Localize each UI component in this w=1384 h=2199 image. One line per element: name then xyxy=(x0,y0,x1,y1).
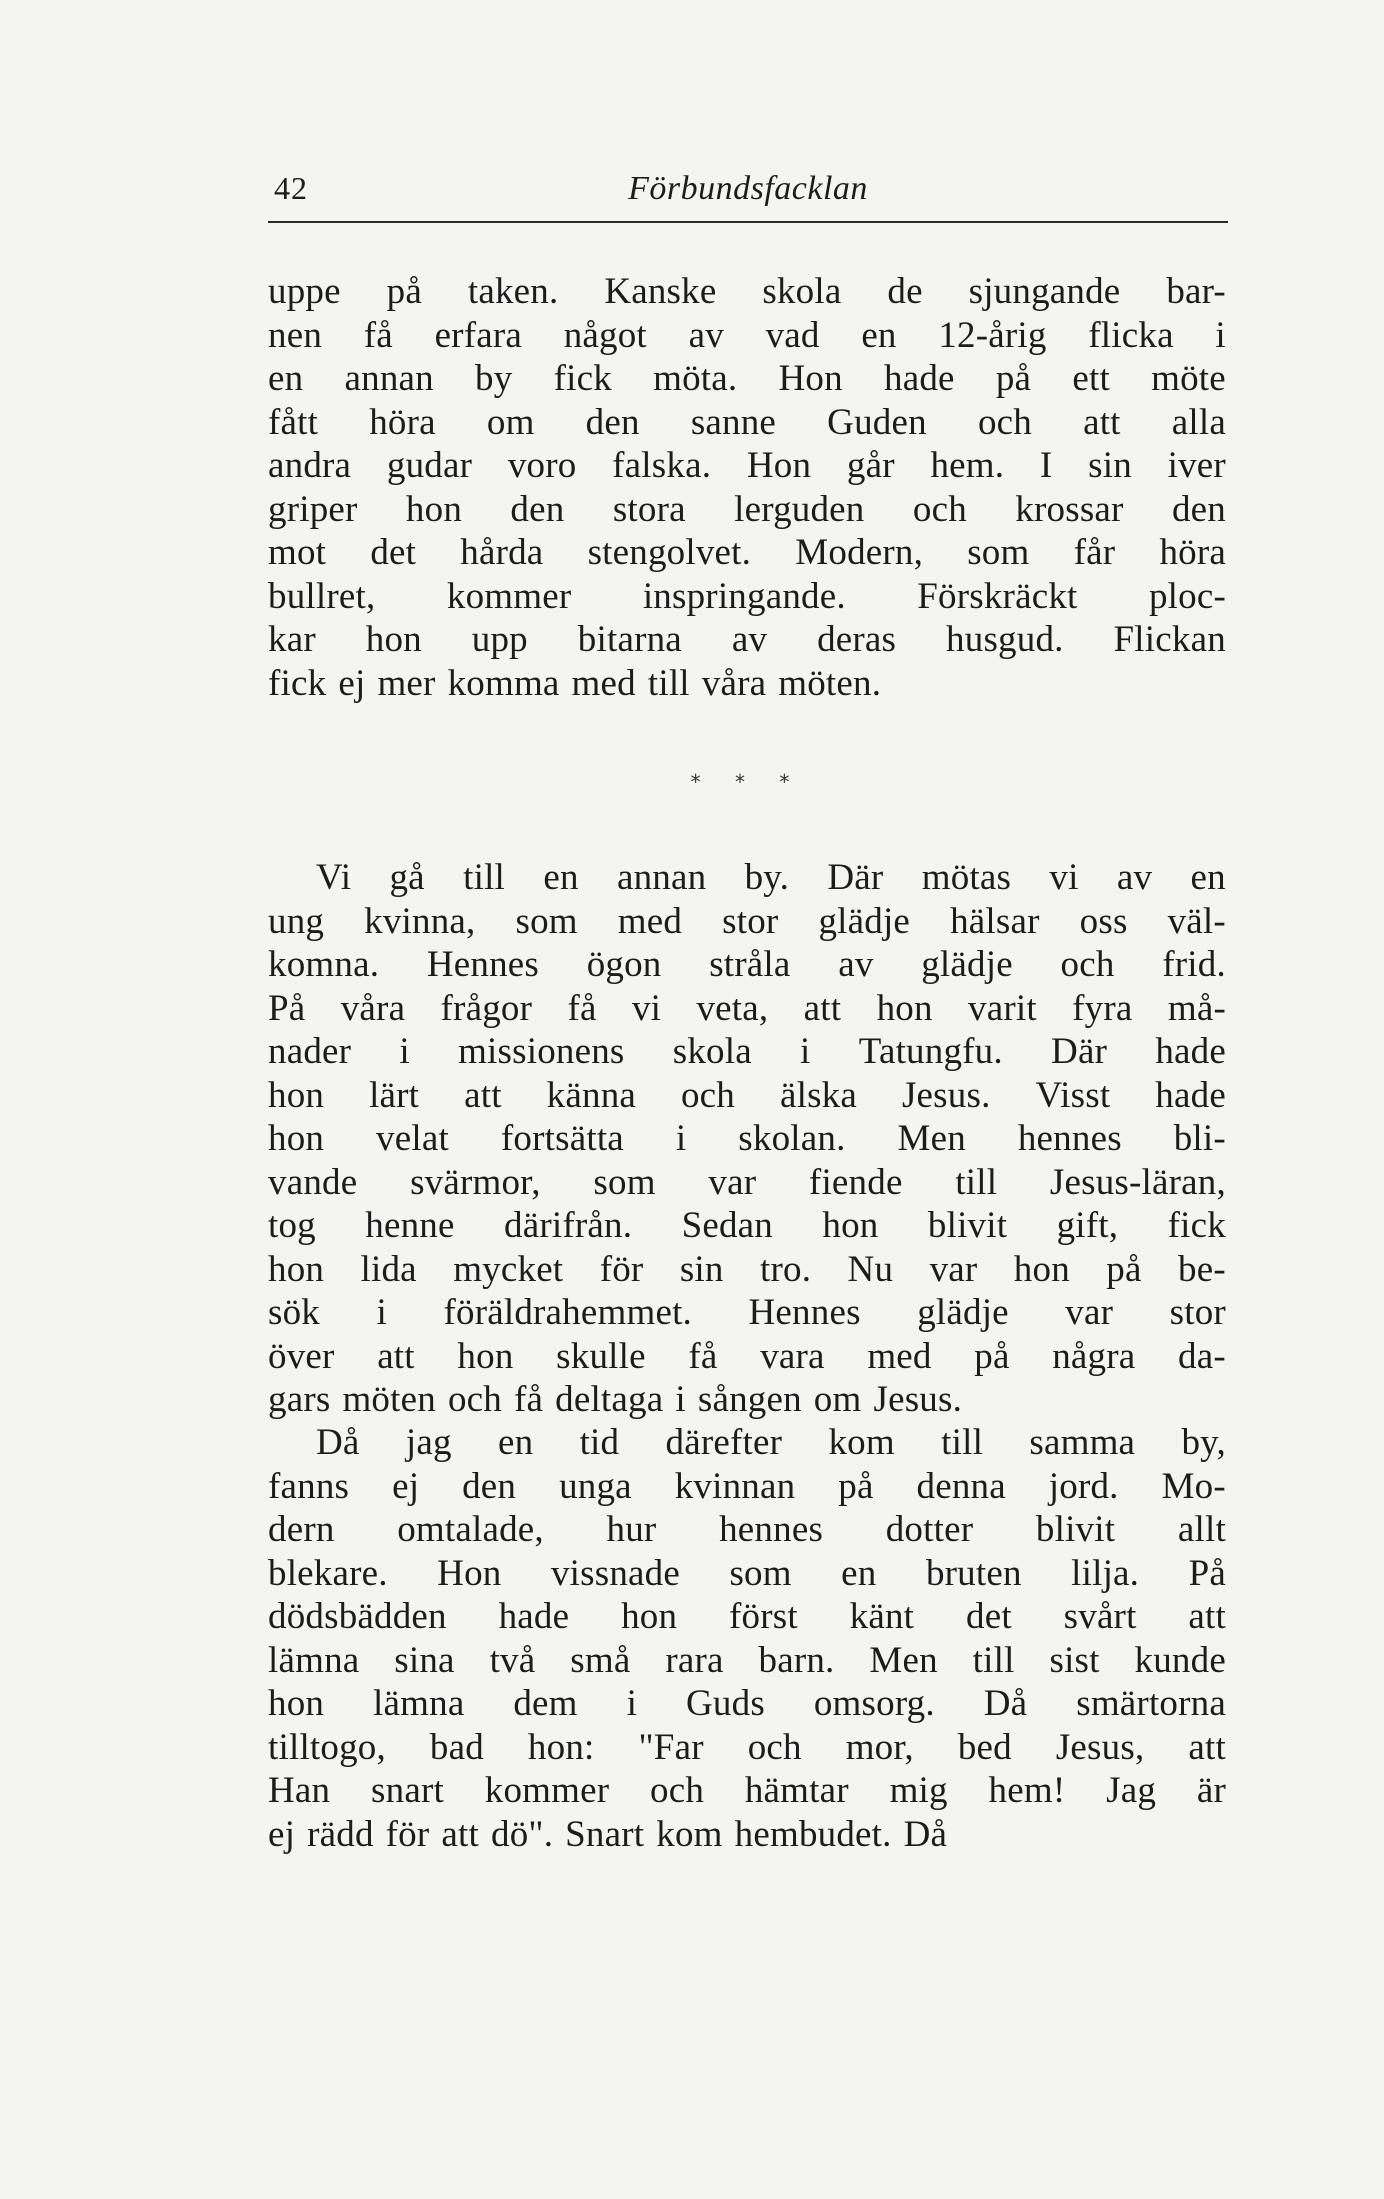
text-line: Han snart kommer och hämtar mig hem! Jag är xyxy=(268,1770,1226,1811)
text-line: dern omtalade, hur hennes dotter blivit allt xyxy=(268,1509,1226,1550)
text-line: nen få erfara något av vad en 12-årig flicka i xyxy=(268,314,1226,356)
section-separator: * * * xyxy=(690,770,804,794)
text-line: fick ej mer komma med till våra möten. xyxy=(268,662,882,704)
text-line: uppe på taken. Kanske skola de sjungande bar- xyxy=(268,271,1226,312)
text-line: ej rädd för att dö". Snart kom hembudet. Då xyxy=(268,1813,948,1855)
text-line: bullret, kommer inspringande. Förskräckt ploc- xyxy=(268,575,1226,617)
text-line: sök i föräldrahemmet. Hennes glädje var stor xyxy=(268,1292,1226,1333)
text-line: en annan by fick möta. Hon hade på ett möte xyxy=(268,358,1226,399)
text-line: blekare. Hon vissnade som en bruten lilja. På xyxy=(268,1552,1226,1594)
text-line: lämna sina två små rara barn. Men till sist kunde xyxy=(268,1639,1226,1681)
text-line: dödsbädden hade hon först känt det svårt att xyxy=(268,1596,1226,1637)
text-line: mot det hårda stengolvet. Modern, som får höra xyxy=(268,532,1226,573)
text-line: nader i missionens skola i Tatungfu. Där hade xyxy=(268,1031,1226,1072)
text-line: hon lärt att känna och älska Jesus. Visst hade xyxy=(268,1074,1226,1116)
page-number: 42 xyxy=(274,170,308,206)
paragraph-3 xyxy=(268,1421,1226,1856)
text-line: kar hon upp bitarna av deras husgud. Flickan xyxy=(268,619,1226,660)
text-line: hon lämna dem i Guds omsorg. Då smärtorna xyxy=(268,1683,1226,1724)
text-line: griper hon den stora lerguden och krossar den xyxy=(268,488,1226,530)
running-head xyxy=(268,170,1228,220)
text-line: På våra frågor få vi veta, att hon varit fyra må- xyxy=(268,987,1226,1029)
running-title: Förbundsfacklan xyxy=(628,170,868,207)
text-line: andra gudar voro falska. Hon går hem. I sin iver xyxy=(268,445,1226,486)
text-line: fanns ej den unga kvinnan på denna jord. Mo- xyxy=(268,1465,1226,1507)
text-line: hon velat fortsätta i skolan. Men hennes bli- xyxy=(268,1118,1226,1159)
text-line: ung kvinna, som med stor glädje hälsar oss väl- xyxy=(268,900,1226,942)
paragraph-1 xyxy=(268,270,1226,705)
text-line: över att hon skulle få vara med på några da- xyxy=(268,1335,1226,1377)
text-line: komna. Hennes ögon stråla av glädje och frid. xyxy=(268,944,1226,985)
text-line: vande svärmor, som var fiende till Jesus-läran, xyxy=(268,1161,1226,1203)
text-line: hon lida mycket för sin tro. Nu var hon på be- xyxy=(268,1248,1226,1290)
text-line: fått höra om den sanne Guden och att alla xyxy=(268,401,1226,443)
text-line: Då jag en tid därefter kom till samma by, xyxy=(316,1422,1226,1463)
text-line: tilltogo, bad hon: "Far och mor, bed Jesus, att xyxy=(268,1726,1226,1768)
header-rule xyxy=(268,221,1228,223)
paragraph-2 xyxy=(268,856,1226,1422)
text-line: gars möten och få deltaga i sången om Jesus. xyxy=(268,1379,963,1420)
text-line: Vi gå till en annan by. Där mötas vi av en xyxy=(316,857,1226,898)
text-line: tog henne därifrån. Sedan hon blivit gift, fick xyxy=(268,1205,1226,1246)
